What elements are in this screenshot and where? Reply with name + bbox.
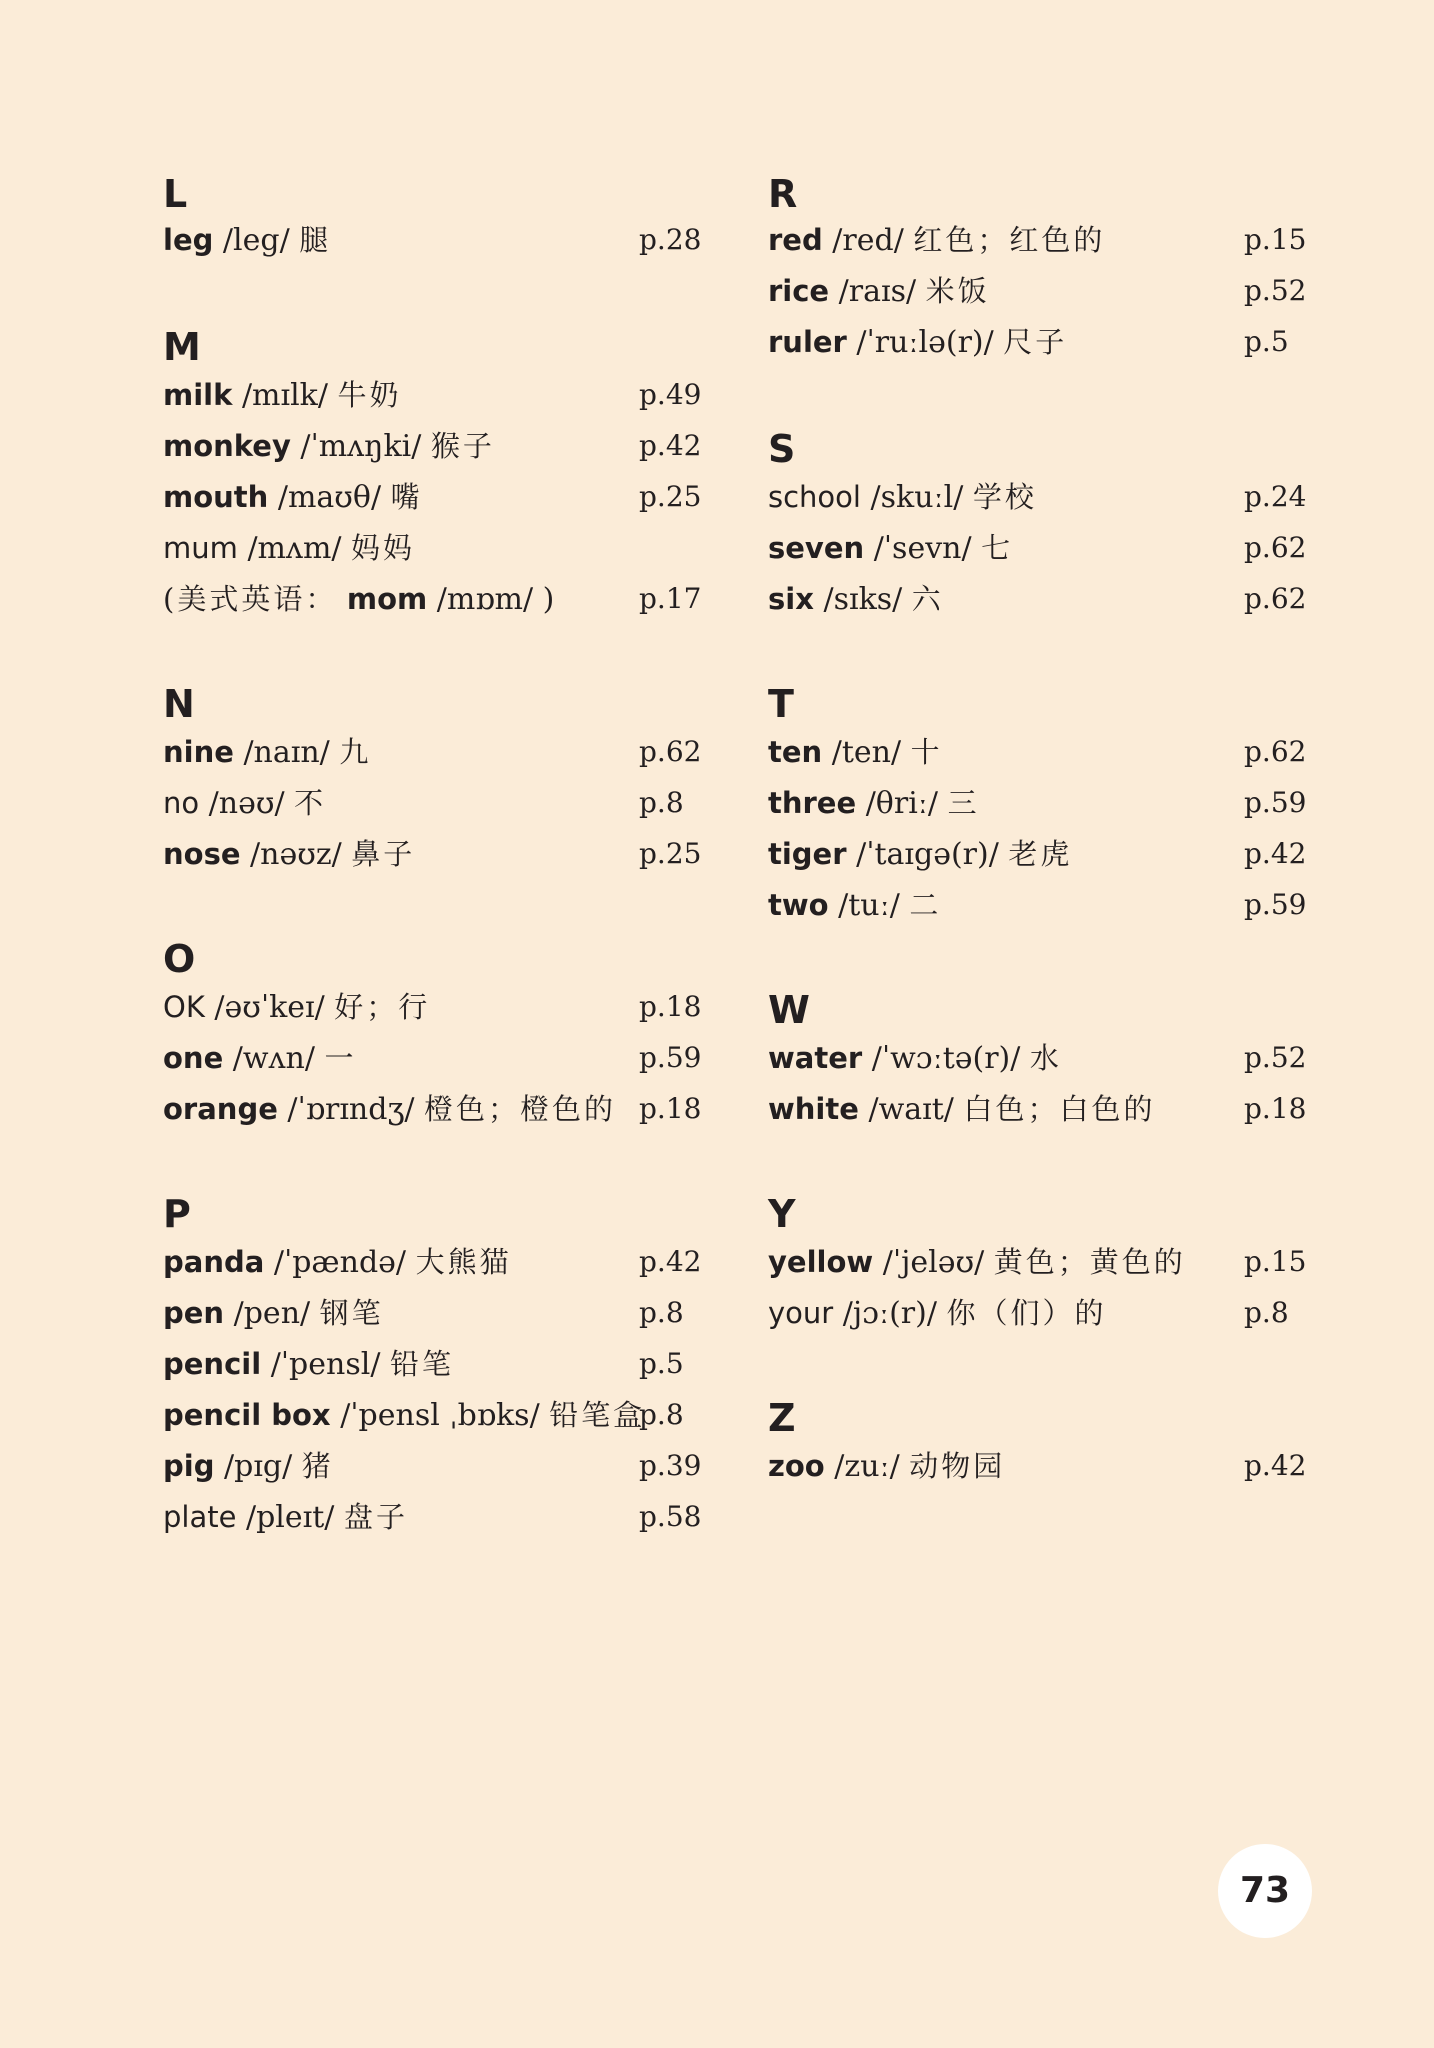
entry-page: p.28: [639, 223, 702, 256]
entry-chinese: 九: [339, 735, 372, 769]
entry-phonetic: /ˈjeləʊ/: [882, 1245, 985, 1280]
entry-prefix: (美式英语：: [163, 582, 338, 616]
entry-phonetic: /mɒm/: [436, 582, 534, 617]
entry-word: pig: [163, 1449, 215, 1483]
entry-chinese: 学校: [972, 480, 1037, 514]
entry-word: ten: [768, 735, 823, 769]
section-letter: W: [768, 988, 810, 1032]
entry-chinese: 三: [947, 786, 980, 820]
entry-school: [768, 475, 1318, 519]
entry-phonetic: /ˈwɔːtə(r)/: [871, 1041, 1021, 1076]
entry-phonetic: /maʊθ/: [277, 480, 382, 515]
entry-chinese: 老虎: [1008, 837, 1073, 871]
entry-page: p.18: [639, 1092, 702, 1125]
entry-page: p.8: [639, 1296, 684, 1329]
entry-phonetic: /ten/: [831, 735, 902, 770]
entry-phonetic: /mʌm/: [247, 531, 342, 566]
entry-word: monkey: [163, 429, 291, 463]
entry-page: p.59: [639, 1041, 702, 1074]
entry-page: p.39: [639, 1449, 702, 1482]
entry-phonetic: /mɪlk/: [241, 378, 328, 413]
section-letter: M: [163, 325, 201, 369]
section-letter: L: [163, 172, 188, 216]
entry-word: tiger: [768, 837, 847, 871]
entry-phonetic: /sɪks/: [823, 582, 903, 617]
entry-word: zoo: [768, 1449, 825, 1483]
entry-word: plate: [163, 1500, 237, 1534]
entry-nose: [163, 832, 713, 876]
entry-two: [768, 883, 1318, 927]
entry-word: mom: [346, 582, 428, 616]
entry-chinese: 钢笔: [319, 1296, 384, 1330]
section-letter: R: [768, 172, 798, 216]
entry-chinese: 妈妈: [351, 531, 416, 565]
entry-page: p.15: [1244, 223, 1307, 256]
entry-phonetic: /θriː/: [865, 786, 939, 821]
entry-chinese: 腿: [299, 223, 332, 257]
entry-page: p.25: [639, 480, 702, 513]
entry-page: p.5: [1244, 325, 1289, 358]
entry-chinese: 盘子: [343, 1500, 408, 1534]
entry-word: panda: [163, 1245, 265, 1279]
entry-mom: [163, 577, 713, 621]
entry-phonetic: /ˈtaɪgə(r)/: [856, 837, 999, 872]
entry-word: white: [768, 1092, 859, 1126]
entry-page: p.8: [1244, 1296, 1289, 1329]
entry-page: p.59: [1244, 888, 1307, 921]
entry-ruler: [768, 320, 1318, 364]
entry-seven: [768, 526, 1318, 570]
entry-word: water: [768, 1041, 863, 1075]
section-letter: P: [163, 1192, 191, 1236]
entry-white: [768, 1087, 1318, 1131]
entry-phonetic: /ˈpensl ˌbɒks/: [340, 1398, 540, 1433]
entry-ok: [163, 985, 713, 1029]
section-letter: O: [163, 937, 196, 981]
entry-your: [768, 1291, 1318, 1335]
entry-page: p.17: [639, 582, 702, 615]
page-number: 73: [1218, 1844, 1312, 1938]
entry-pen: [163, 1291, 713, 1335]
entry-word: milk: [163, 378, 233, 412]
entry-word: your: [768, 1296, 834, 1330]
entry-plate: [163, 1495, 713, 1539]
entry-page: p.52: [1244, 1041, 1307, 1074]
entry-chinese: 一: [324, 1041, 357, 1075]
entry-page: p.15: [1244, 1245, 1307, 1278]
entry-phonetic: /pen/: [233, 1296, 311, 1331]
entry-chinese: 白色；白色的: [963, 1092, 1156, 1126]
entry-phonetic: /red/: [832, 223, 904, 258]
entry-pencil: [163, 1342, 713, 1386]
entry-word: one: [163, 1041, 224, 1075]
entry-nine: [163, 730, 713, 774]
entry-word: nose: [163, 837, 241, 871]
entry-word: OK: [163, 990, 205, 1024]
entry-leg: [163, 218, 713, 262]
entry-phonetic: /ˈmʌŋki/: [300, 429, 422, 464]
entry-one: [163, 1036, 713, 1080]
entry-word: pen: [163, 1296, 225, 1330]
entry-page: p.62: [639, 735, 702, 768]
entry-page: p.49: [639, 378, 702, 411]
entry-page: p.42: [1244, 837, 1307, 870]
entry-word: pencil: [163, 1347, 262, 1381]
entry-orange: [163, 1087, 713, 1131]
entry-ten: [768, 730, 1318, 774]
entry-three: [768, 781, 1318, 825]
entry-phonetic: /ˈruːlə(r)/: [856, 325, 994, 360]
entry-phonetic: /skuːl/: [870, 480, 964, 515]
entry-milk: [163, 373, 713, 417]
section-letter: Z: [768, 1396, 796, 1440]
entry-page: p.62: [1244, 582, 1307, 615]
entry-page: p.25: [639, 837, 702, 870]
entry-phonetic: /ˈpensl/: [270, 1347, 381, 1382]
entry-page: p.42: [639, 1245, 702, 1278]
entry-phonetic: /wʌn/: [232, 1041, 315, 1076]
entry-word: rice: [768, 274, 830, 308]
entry-chinese: 十: [910, 735, 943, 769]
entry-word: pencil box: [163, 1398, 331, 1432]
entry-panda: [163, 1240, 713, 1284]
entry-pencil-box: [163, 1393, 713, 1437]
entry-chinese: 猪: [301, 1449, 334, 1483]
entry-page: p.18: [639, 990, 702, 1023]
entry-pig: [163, 1444, 713, 1488]
entry-page: p.62: [1244, 735, 1307, 768]
entry-page: p.59: [1244, 786, 1307, 819]
entry-word: seven: [768, 531, 865, 565]
entry-word: three: [768, 786, 857, 820]
entry-chinese: 动物园: [909, 1449, 1006, 1483]
entry-word: no: [163, 786, 200, 820]
entry-page: p.8: [639, 786, 684, 819]
entry-phonetic: /tuː/: [838, 888, 900, 923]
entry-page: p.62: [1244, 531, 1307, 564]
entry-phonetic: /jɔː(r)/: [842, 1296, 937, 1331]
entry-chinese: 你（们）的: [946, 1296, 1107, 1330]
entry-phonetic: /ˈɒrɪndʒ/: [287, 1092, 415, 1127]
entry-phonetic: /pleɪt/: [246, 1500, 335, 1535]
entry-chinese: 不: [294, 786, 327, 820]
entry-phonetic: /pɪg/: [224, 1449, 293, 1484]
entry-yellow: [768, 1240, 1318, 1284]
section-letter: Y: [768, 1192, 796, 1236]
entry-chinese: 红色；红色的: [913, 223, 1106, 257]
entry-chinese: 米饭: [925, 274, 990, 308]
entry-phonetic: /raɪs/: [838, 274, 917, 309]
entry-monkey: [163, 424, 713, 468]
entry-phonetic: /nəʊz/: [250, 837, 342, 872]
entry-mouth: [163, 475, 713, 519]
entry-word: orange: [163, 1092, 278, 1126]
entry-no: [163, 781, 713, 825]
entry-phonetic: /naɪn/: [243, 735, 330, 770]
entry-word: school: [768, 480, 861, 514]
entry-word: red: [768, 223, 823, 257]
entry-chinese: 七: [981, 531, 1014, 565]
entry-word: leg: [163, 223, 214, 257]
entry-word: ruler: [768, 325, 847, 359]
entry-red: [768, 218, 1318, 262]
entry-water: [768, 1036, 1318, 1080]
entry-page: p.42: [639, 429, 702, 462]
entry-page: p.52: [1244, 274, 1307, 307]
section-letter: T: [768, 682, 794, 726]
entry-word: six: [768, 582, 814, 616]
entry-phonetic: /waɪt/: [868, 1092, 954, 1127]
entry-chinese: 牛奶: [337, 378, 402, 412]
entry-rice: [768, 269, 1318, 313]
entry-phonetic: /leg/: [222, 223, 290, 258]
entry-phonetic: /əʊˈkeɪ/: [214, 990, 325, 1025]
entry-page: p.5: [639, 1347, 684, 1380]
entry-zoo: [768, 1444, 1318, 1488]
entry-chinese: 尺子: [1003, 325, 1068, 359]
entry-six: [768, 577, 1318, 621]
entry-chinese: 嘴: [390, 480, 423, 514]
section-letter: S: [768, 427, 796, 471]
entry-phonetic: /zuː/: [834, 1449, 900, 1484]
entry-word: nine: [163, 735, 234, 769]
entry-chinese: 好；行: [334, 990, 431, 1024]
entry-word: mum: [163, 531, 238, 565]
entry-page: p.42: [1244, 1449, 1307, 1482]
entry-chinese: 鼻子: [351, 837, 416, 871]
entry-word: yellow: [768, 1245, 874, 1279]
entry-chinese: 大熊猫: [415, 1245, 512, 1279]
entry-word: mouth: [163, 480, 269, 514]
entry-chinese: 铅笔盒: [549, 1398, 646, 1432]
entry-suffix: ): [542, 582, 555, 617]
entry-page: p.58: [639, 1500, 702, 1533]
entry-mum: [163, 526, 713, 570]
section-letter: N: [163, 682, 195, 726]
entry-phonetic: /ˈsevn/: [873, 531, 972, 566]
entry-chinese: 猴子: [430, 429, 495, 463]
entry-phonetic: /nəʊ/: [208, 786, 285, 821]
entry-tiger: [768, 832, 1318, 876]
entry-phonetic: /ˈpændə/: [273, 1245, 407, 1280]
entry-page: p.24: [1244, 480, 1307, 513]
entry-chinese: 橙色；橙色的: [424, 1092, 617, 1126]
entry-chinese: 水: [1029, 1041, 1062, 1075]
entry-page: p.18: [1244, 1092, 1307, 1125]
entry-chinese: 二: [909, 888, 942, 922]
entry-chinese: 铅笔: [389, 1347, 454, 1381]
entry-page: p.8: [639, 1398, 684, 1431]
entry-word: two: [768, 888, 829, 922]
entry-chinese: 六: [911, 582, 944, 616]
entry-chinese: 黄色；黄色的: [993, 1245, 1186, 1279]
